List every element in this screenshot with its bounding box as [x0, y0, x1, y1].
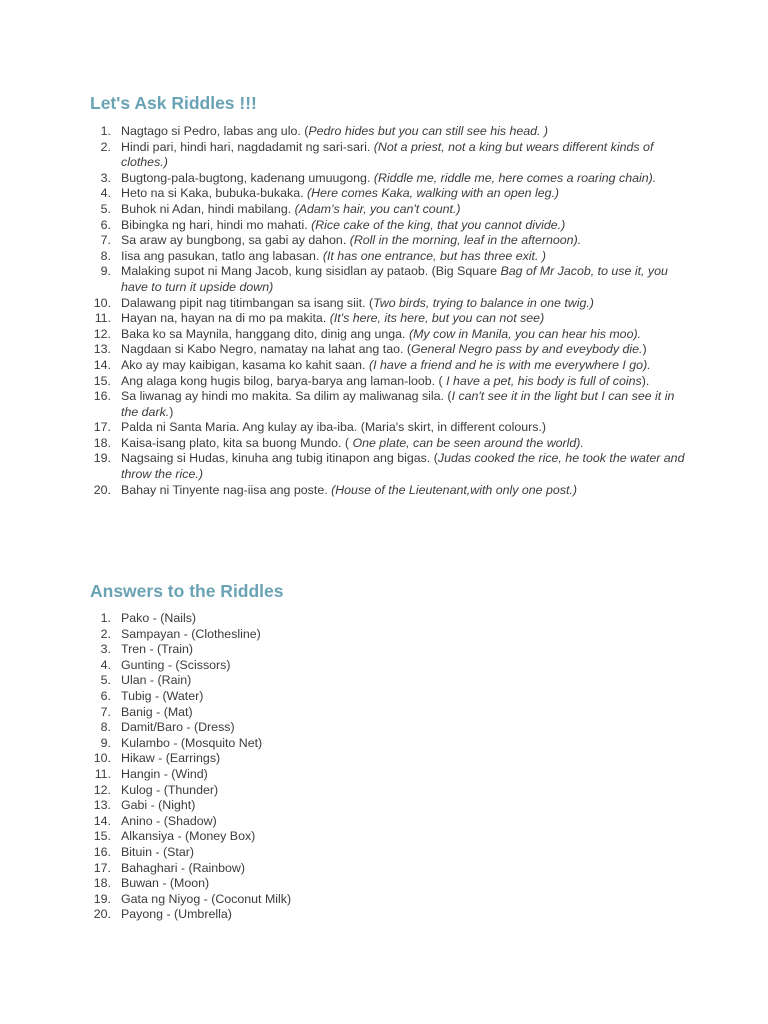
- riddle-translation: I have a pet, his body is full of coins: [446, 373, 642, 388]
- riddle-text: Kaisa-isang plato, kita sa buong Mundo. (: [121, 435, 353, 450]
- riddle-item: [90, 389, 690, 420]
- riddle-translation: (Not a priest, not a king but wears different kinds of clothes.): [121, 139, 654, 170]
- riddle-translation: Pedro hides but you can still see his head. ): [308, 124, 549, 138]
- answer-text: Ulan - (Rain): [121, 673, 192, 688]
- answer-item: [90, 705, 690, 721]
- riddle-item: [90, 342, 690, 358]
- answer-text: Sampayan - (Clothesline): [121, 626, 261, 641]
- answer-number: 7.: [100, 704, 111, 719]
- answer-text: Gata ng Niyog - (Coconut Milk): [121, 891, 292, 906]
- answer-number: 19.: [93, 891, 111, 906]
- answer-number: 2.: [100, 626, 111, 641]
- riddle-text: Buhok ni Adan, hindi mabilang.: [121, 201, 295, 216]
- answer-number: 3.: [100, 642, 111, 657]
- answer-item: [90, 658, 690, 674]
- riddle-text: Malaking supot ni Mang Jacob, kung sisidlan ay pataob. (Big Square: [121, 264, 501, 279]
- riddle-list: [90, 124, 690, 498]
- answer-text: Buwan - (Moon): [121, 876, 210, 891]
- riddle-number: 6.: [100, 217, 111, 232]
- riddle-number: 9.: [100, 264, 111, 279]
- riddle-text: Bugtong-pala-bugtong, kadenang umuugong.: [121, 170, 374, 185]
- answer-text: Anino - (Shadow): [121, 813, 217, 828]
- riddle-item: [90, 311, 690, 327]
- answer-number: 20.: [93, 907, 111, 922]
- riddle-text: Nagdaan si Kabo Negro, namatay na lahat ang tao. (: [121, 342, 411, 357]
- riddle-item: [90, 186, 690, 202]
- riddle-number: 13.: [93, 342, 111, 357]
- answer-text: Tubig - (Water): [121, 688, 204, 703]
- riddle-text: ).: [641, 373, 650, 388]
- answer-number: 8.: [100, 720, 111, 735]
- riddle-number: 10.: [93, 295, 111, 310]
- riddle-text: ): [642, 342, 647, 357]
- riddle-text: Sa araw ay bungbong, sa gabi ay dahon.: [121, 233, 350, 248]
- answers-heading: Answers to the Riddles: [90, 581, 284, 601]
- answer-item: [90, 642, 690, 658]
- answer-text: Kulog - (Thunder): [121, 782, 219, 797]
- answer-number: 4.: [100, 657, 111, 672]
- riddle-translation: (My cow in Manila, you can hear his moo).: [408, 326, 642, 341]
- riddle-text: Baka ko sa Maynila, hanggang dito, dinig ang unga.: [121, 326, 409, 341]
- answer-number: 13.: [93, 798, 111, 813]
- riddle-number: 3.: [100, 170, 111, 185]
- riddle-text: Nagsaing si Hudas, kinuha ang tubig itinapon ang bigas. (: [121, 451, 438, 466]
- answer-number: 15.: [93, 829, 111, 844]
- riddle-translation: (Riddle me, riddle me, here comes a roaring chain).: [373, 170, 657, 185]
- answer-text: Hangin - (Wind): [121, 766, 208, 781]
- riddle-text: ): [169, 404, 174, 419]
- riddle-text: Hayan na, hayan na di mo pa makita.: [121, 311, 330, 326]
- answer-item: [90, 627, 690, 643]
- riddle-item: [90, 358, 690, 374]
- riddle-number: 11.: [94, 311, 111, 326]
- answer-item: [90, 720, 690, 736]
- answer-number: 16.: [93, 844, 111, 859]
- riddle-number: 19.: [93, 451, 111, 466]
- answer-number: 17.: [93, 860, 111, 875]
- answer-item: [90, 845, 690, 861]
- riddle-text: Ako ay may kaibigan, kasama ko kahit saan.: [121, 357, 369, 372]
- riddle-number: 14.: [93, 357, 111, 372]
- riddle-translation: General Negro pass by and eveybody die.: [411, 342, 643, 357]
- answer-number: 14.: [93, 813, 111, 828]
- answer-number: 5.: [100, 673, 111, 688]
- answer-item: [90, 907, 690, 923]
- riddle-number: 7.: [100, 233, 111, 248]
- riddle-text: Ang alaga kong hugis bilog, barya-barya ang laman-loob. (: [121, 373, 447, 388]
- riddle-translation: (Roll in the morning, leaf in the afternoon).: [349, 233, 582, 248]
- riddle-item: [90, 327, 690, 343]
- riddle-number: 1.: [100, 124, 111, 138]
- riddle-item: [90, 171, 690, 187]
- riddle-number: 18.: [93, 435, 111, 450]
- riddle-translation: (House of the Lieutenant,with only one post.): [331, 482, 577, 497]
- answer-text: Gunting - (Scissors): [121, 657, 231, 672]
- riddle-item: [90, 296, 690, 312]
- riddle-item: [90, 436, 690, 452]
- riddle-translation: (Rice cake of the king, that you cannot divide.): [311, 217, 566, 232]
- answer-item: [90, 814, 690, 830]
- riddle-item: [90, 140, 690, 171]
- answer-list: [90, 611, 690, 923]
- riddle-translation: I can't see it in the light but I can see it in the dark.: [121, 389, 675, 419]
- riddle-number: 15.: [93, 373, 111, 388]
- answer-text: Damit/Baro - (Dress): [121, 720, 235, 735]
- riddle-translation: Bag of Mr Jacob, to use it, you have to turn it upside down): [121, 264, 668, 294]
- riddle-text: Hindi pari, hindi hari, nagdadamit ng sari-sari.: [121, 139, 374, 154]
- answer-text: Hikaw - (Earrings): [121, 751, 221, 766]
- riddle-item: [90, 202, 690, 218]
- answer-text: Payong - (Umbrella): [121, 907, 232, 922]
- answer-text: Alkansiya - (Money Box): [121, 829, 256, 844]
- riddle-translation: (I have a friend and he is with me everywhere I go).: [368, 357, 651, 372]
- riddle-item: [90, 124, 690, 140]
- answer-number: 10.: [93, 751, 111, 766]
- riddle-text: Iisa ang pasukan, tatlo ang labasan.: [121, 248, 323, 263]
- riddle-translation: (Adam's hair, you can't count.): [294, 201, 461, 216]
- answer-item: [90, 798, 690, 814]
- riddle-item: [90, 233, 690, 249]
- riddle-text: Sa liwanag ay hindi mo makita. Sa dilim ay maliwanag sila. (: [121, 389, 452, 404]
- riddle-number: 4.: [100, 186, 111, 201]
- answer-text: Kulambo - (Mosquito Net): [121, 735, 263, 750]
- riddle-item: [90, 420, 690, 436]
- answer-item: [90, 736, 690, 752]
- riddles-heading: Let's Ask Riddles !!!: [90, 93, 257, 113]
- riddle-number: 8.: [100, 248, 111, 263]
- answer-item: [90, 689, 690, 705]
- answer-item: [90, 751, 690, 767]
- answer-number: 9.: [100, 735, 111, 750]
- answer-number: 6.: [100, 688, 111, 703]
- answer-item: [90, 829, 690, 845]
- riddle-translation: Judas cooked the rice, he took the water and throw the rice.): [121, 451, 685, 482]
- answer-item: [90, 892, 690, 908]
- riddle-text: Bahay ni Tinyente nag-iisa ang poste.: [121, 482, 332, 497]
- answer-item: [90, 673, 690, 689]
- riddle-translation: (Here comes Kaka, walking with an open leg.): [306, 186, 560, 201]
- riddle-text: Bibingka ng hari, hindi mo mahati.: [121, 217, 312, 232]
- riddle-item: [90, 374, 690, 390]
- riddle-item: [90, 451, 690, 482]
- answer-number: 1.: [100, 611, 111, 625]
- riddle-number: 16.: [93, 389, 111, 404]
- riddle-number: 12.: [93, 326, 111, 341]
- riddle-item: [90, 218, 690, 234]
- answer-text: Pako - (Nails): [121, 611, 197, 625]
- riddle-item: [90, 249, 690, 265]
- riddle-number: 17.: [93, 420, 111, 435]
- riddle-item: [90, 264, 690, 295]
- answer-item: [90, 767, 690, 783]
- riddle-number: 5.: [100, 201, 111, 216]
- riddle-translation: Two birds, trying to balance in one twig.): [373, 295, 594, 310]
- answer-number: 18.: [93, 876, 111, 891]
- answer-text: Bituin - (Star): [121, 844, 194, 859]
- answer-number: 11.: [94, 766, 111, 781]
- riddle-translation: One plate, can be seen around the world).: [352, 435, 584, 450]
- riddle-translation: (It has one entrance, but has three exit. ): [322, 248, 547, 263]
- answer-text: Bahaghari - (Rainbow): [121, 860, 245, 875]
- answer-item: [90, 783, 690, 799]
- riddle-translation: (It's here, its here, but you can not see): [329, 311, 545, 326]
- riddle-number: 2.: [100, 139, 111, 154]
- riddle-text: Dalawang pipit nag titimbangan sa isang siit. (: [121, 295, 374, 310]
- riddle-text: Palda ni Santa Maria. Ang kulay ay iba-iba. (Maria's skirt, in different colours.): [121, 420, 546, 435]
- answer-item: [90, 861, 690, 877]
- answer-number: 12.: [93, 782, 111, 797]
- answer-text: Banig - (Mat): [121, 704, 193, 719]
- answer-item: [90, 876, 690, 892]
- riddle-item: [90, 483, 690, 499]
- riddle-number: 20.: [93, 482, 111, 497]
- riddle-text: Heto na si Kaka, bubuka-bukaka.: [121, 186, 307, 201]
- riddle-text: Nagtago si Pedro, labas ang ulo. (: [121, 124, 309, 138]
- answer-text: Gabi - (Night): [121, 798, 196, 813]
- answer-text: Tren - (Train): [121, 642, 194, 657]
- answer-item: [90, 611, 690, 627]
